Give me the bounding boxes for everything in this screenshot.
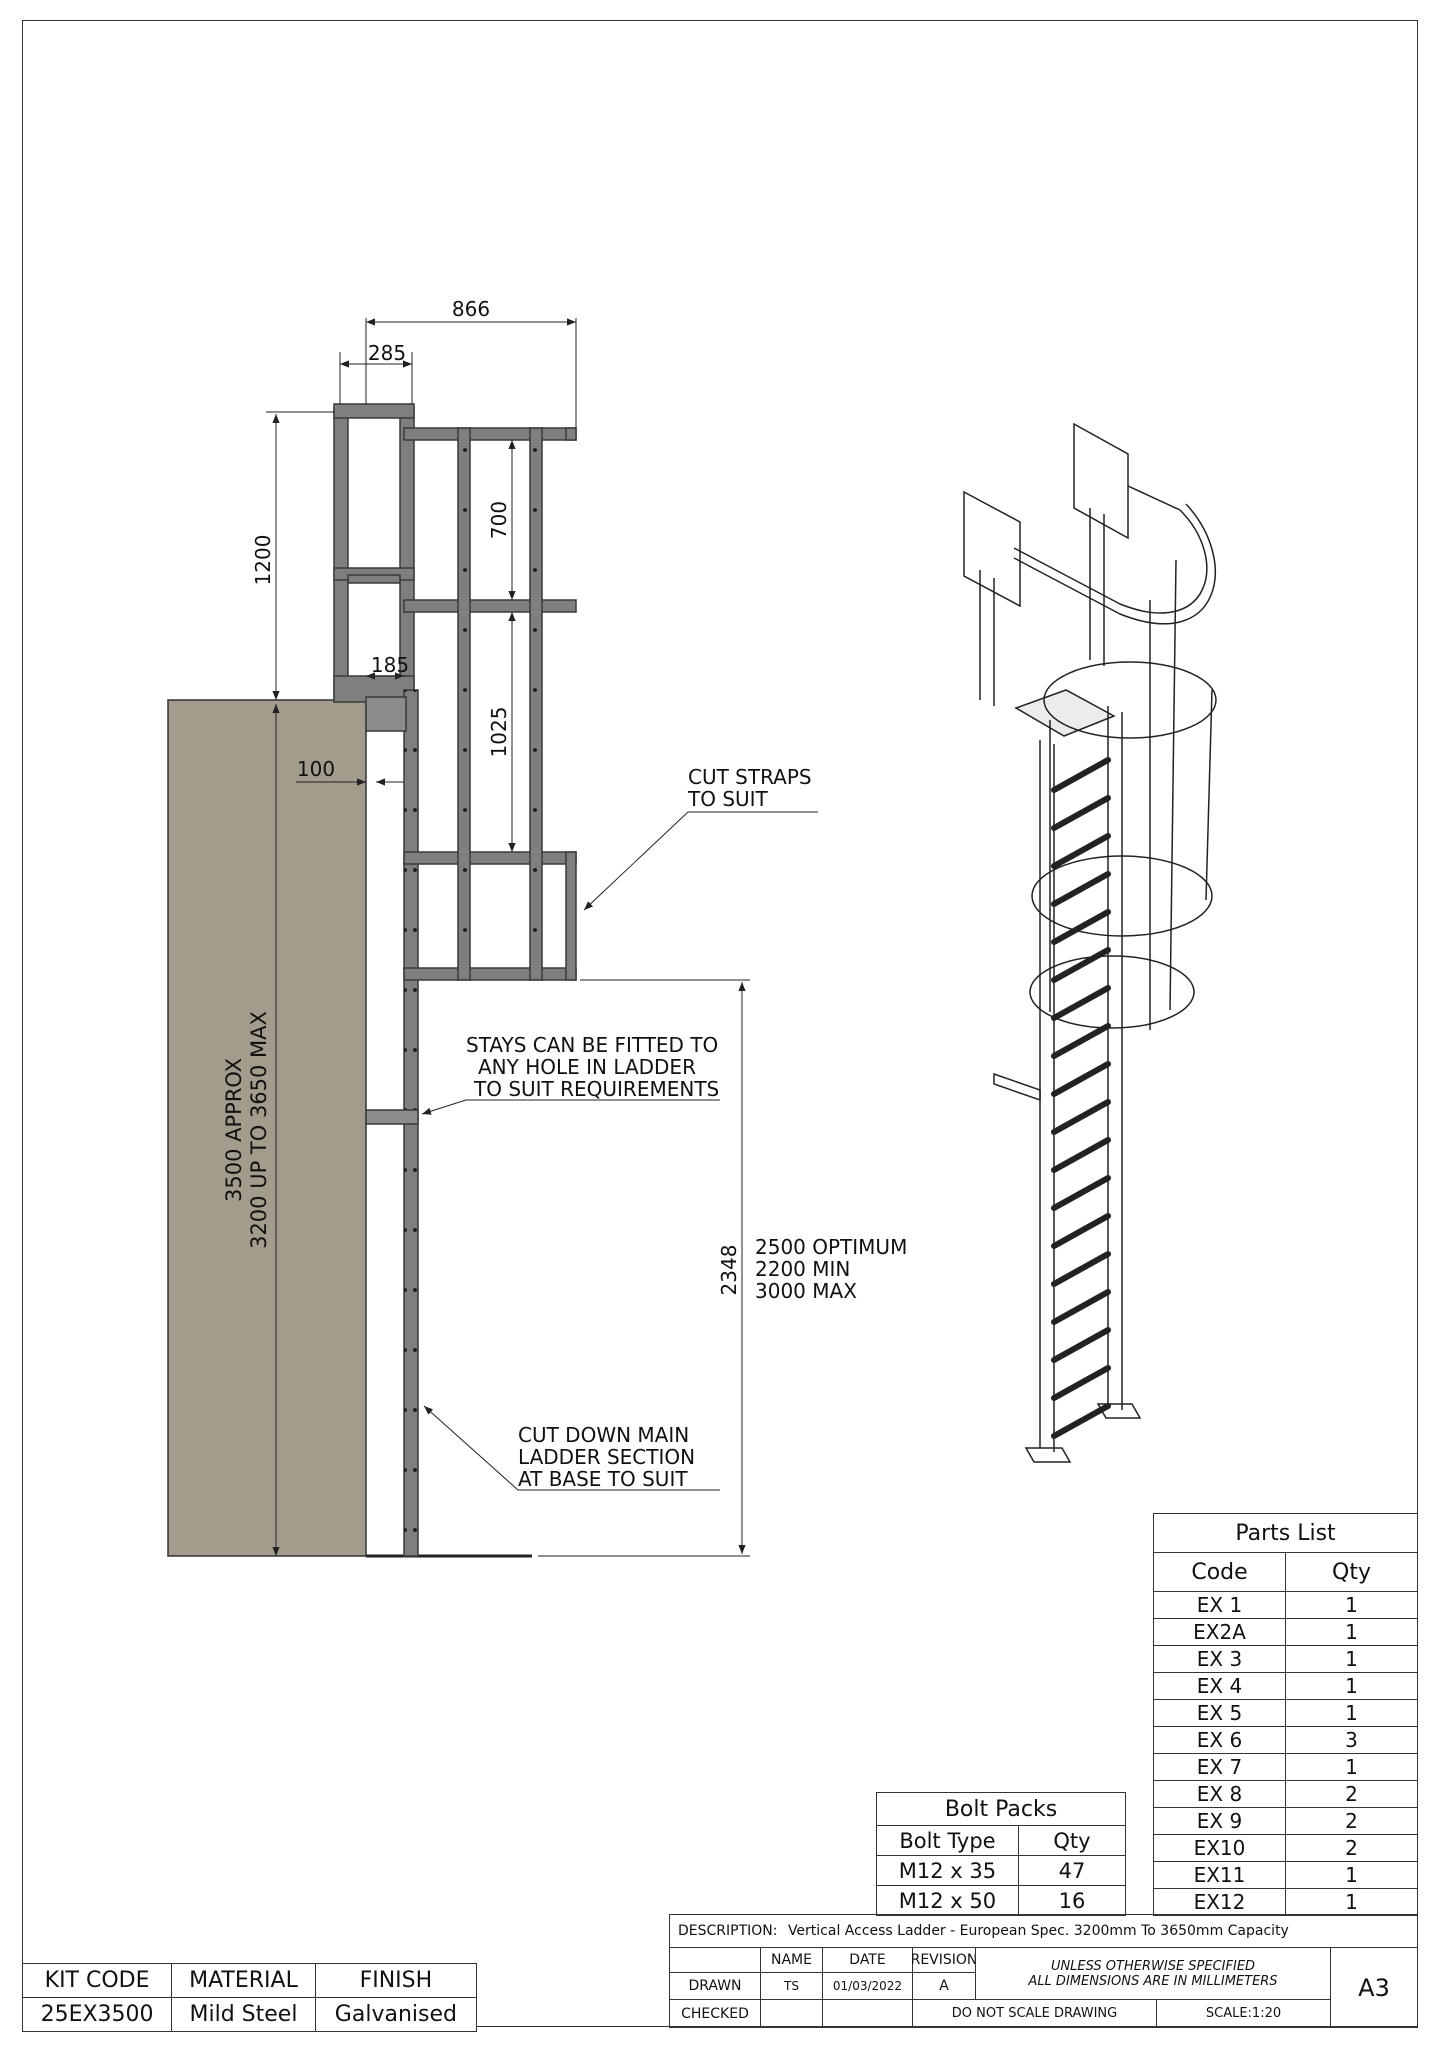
note-height-3: 3000 MAX <box>755 1279 857 1303</box>
table-row <box>1154 1781 1418 1808</box>
iso-rung <box>1054 1254 1108 1284</box>
table-row <box>1154 1862 1418 1889</box>
part-code: EX 6 <box>1154 1727 1286 1754</box>
table-row <box>877 1886 1126 1916</box>
kit-material-value: Mild Steel <box>172 1998 316 2032</box>
table-row <box>1154 1727 1418 1754</box>
note-cut-down-3: AT BASE TO SUIT <box>518 1467 688 1491</box>
bolt-type: M12 x 50 <box>877 1886 1019 1916</box>
table-row <box>877 1856 1126 1886</box>
iso-top-plate-right <box>1074 424 1128 538</box>
iso-rung <box>1054 1368 1108 1398</box>
title-block <box>669 1914 1418 2028</box>
part-code: EX12 <box>1154 1889 1286 1916</box>
dim-2348: 2348 <box>717 1244 741 1296</box>
tb-col-name: NAME <box>760 1947 823 1973</box>
part-qty: 3 <box>1286 1727 1418 1754</box>
note-stays-2: ANY HOLE IN LADDER <box>478 1055 696 1079</box>
part-qty: 1 <box>1286 1700 1418 1727</box>
table-row <box>1154 1700 1418 1727</box>
note-cut-straps-1: CUT STRAPS <box>688 765 812 789</box>
iso-rung <box>1054 950 1108 980</box>
description-label: DESCRIPTION: <box>678 1923 778 1939</box>
isometric-ladder-view <box>964 424 1216 1462</box>
kit-header-code: KIT CODE <box>23 1964 172 1998</box>
tb-unless-line1: UNLESS OTHERWISE SPECIFIED <box>1050 1958 1256 1974</box>
dim-wall-height-2: 3200 UP TO 3650 MAX <box>247 1011 271 1249</box>
iso-rung <box>1054 912 1108 942</box>
iso-rung <box>1054 836 1108 866</box>
dim-100: 100 <box>296 757 336 781</box>
tb-revision: A <box>912 1972 976 2000</box>
bolt-qty: 16 <box>1018 1886 1125 1916</box>
part-code: EX10 <box>1154 1835 1286 1862</box>
iso-rung <box>1054 1292 1108 1322</box>
tb-sheet-size: A3 <box>1330 1947 1418 2028</box>
wall-bracket <box>366 697 406 731</box>
part-code: EX 1 <box>1154 1592 1286 1619</box>
part-qty: 1 <box>1286 1889 1418 1916</box>
iso-rung <box>1054 1102 1108 1132</box>
description-text: Vertical Access Ladder - European Spec. 3200mm To 3650mm Capacity <box>787 1923 1289 1939</box>
description-row <box>669 1914 1418 1948</box>
tb-do-not-scale: DO NOT SCALE DRAWING <box>912 1999 1157 2028</box>
part-qty: 1 <box>1286 1592 1418 1619</box>
bolt-packs-table <box>876 1792 1126 1916</box>
iso-rung <box>1054 1406 1108 1436</box>
part-code: EX 4 <box>1154 1673 1286 1700</box>
part-qty: 1 <box>1286 1754 1418 1781</box>
parts-header-code: Code <box>1154 1553 1286 1592</box>
iso-platform <box>1016 690 1114 736</box>
tb-drawn-name: TS <box>760 1972 823 2000</box>
kit-code-value: 25EX3500 <box>23 1998 172 2032</box>
table-row <box>1154 1646 1418 1673</box>
part-qty: 1 <box>1286 1646 1418 1673</box>
part-code: EX 9 <box>1154 1808 1286 1835</box>
parts-list-table <box>1153 1513 1418 1916</box>
dim-185: 185 <box>370 653 410 677</box>
tb-unless-note <box>975 1947 1331 2000</box>
dim-1025: 1025 <box>487 706 511 758</box>
iso-rung <box>1054 798 1108 828</box>
part-code: EX 5 <box>1154 1700 1286 1727</box>
iso-hoop-top <box>1014 486 1207 613</box>
iso-rungs <box>1054 760 1108 1436</box>
kit-header-material: MATERIAL <box>172 1964 316 1998</box>
leader-cut-straps <box>584 812 818 910</box>
cage-strap-bolts <box>459 440 469 968</box>
part-code: EX 7 <box>1154 1754 1286 1781</box>
leader-stays <box>422 1100 720 1114</box>
iso-rung <box>1054 874 1108 904</box>
kit-table <box>22 1963 477 2032</box>
part-code: EX11 <box>1154 1862 1286 1889</box>
iso-rung <box>1054 1140 1108 1170</box>
iso-rung <box>1054 1178 1108 1208</box>
part-qty: 1 <box>1286 1619 1418 1646</box>
part-qty: 2 <box>1286 1781 1418 1808</box>
note-stays-3: TO SUIT REQUIREMENTS <box>474 1077 720 1101</box>
part-qty: 1 <box>1286 1862 1418 1889</box>
table-row <box>1154 1808 1418 1835</box>
tb-scale: SCALE:1:20 <box>1156 1999 1331 2028</box>
part-code: EX 8 <box>1154 1781 1286 1808</box>
tb-checked-label: CHECKED <box>669 1999 761 2028</box>
iso-rung <box>1054 988 1108 1018</box>
note-cut-straps-2: TO SUIT <box>688 787 768 811</box>
kit-header-finish: FINISH <box>315 1964 476 1998</box>
iso-rung <box>1054 760 1108 790</box>
parts-list-title: Parts List <box>1154 1514 1418 1553</box>
part-qty: 1 <box>1286 1673 1418 1700</box>
tb-unless-line2: ALL DIMENSIONS ARE IN MILLIMETERS <box>1028 1973 1278 1989</box>
tb-checked-name <box>760 1999 823 2028</box>
parts-header-qty: Qty <box>1286 1553 1418 1592</box>
part-code: EX 3 <box>1154 1646 1286 1673</box>
bolt-packs-title: Bolt Packs <box>877 1793 1126 1826</box>
bolt-header-type: Bolt Type <box>877 1826 1019 1856</box>
iso-rung <box>1054 1064 1108 1094</box>
dim-1200: 1200 <box>251 534 275 586</box>
bolt-header-qty: Qty <box>1018 1826 1125 1856</box>
tb-drawn-date: 01/03/2022 <box>822 1972 913 2000</box>
part-qty: 2 <box>1286 1808 1418 1835</box>
table-row <box>1154 1835 1418 1862</box>
part-qty: 2 <box>1286 1835 1418 1862</box>
table-row <box>1154 1673 1418 1700</box>
tb-col-date: DATE <box>822 1947 913 1973</box>
tb-checked-date <box>822 1999 913 2028</box>
tb-blank-header <box>669 1947 761 1973</box>
tb-col-revision: REVISION <box>912 1947 976 1973</box>
note-cut-down-2: LADDER SECTION <box>518 1445 696 1469</box>
kit-finish-value: Galvanised <box>315 1998 476 2032</box>
cage-strap-bolts-2 <box>531 440 541 968</box>
table-row <box>1154 1592 1418 1619</box>
table-row <box>1154 1619 1418 1646</box>
table-row <box>1154 1889 1418 1916</box>
iso-top-plate-left <box>964 492 1020 606</box>
note-height-1: 2500 OPTIMUM <box>755 1235 908 1259</box>
iso-rung <box>1054 1216 1108 1246</box>
tb-drawn-label: DRAWN <box>669 1972 761 2000</box>
iso-rung <box>1054 1026 1108 1056</box>
note-stays-1: STAYS CAN BE FITTED TO <box>466 1033 719 1057</box>
note-cut-down-1: CUT DOWN MAIN <box>518 1423 690 1447</box>
note-height-2: 2200 MIN <box>755 1257 851 1281</box>
iso-stay-bracket <box>994 1074 1040 1100</box>
iso-rung <box>1054 1330 1108 1360</box>
dim-285: 285 <box>367 341 407 365</box>
bolt-qty: 47 <box>1018 1856 1125 1886</box>
dim-866: 866 <box>451 297 491 321</box>
stay-bracket <box>366 1110 418 1124</box>
table-row <box>1154 1754 1418 1781</box>
part-code: EX2A <box>1154 1619 1286 1646</box>
dim-700: 700 <box>487 500 511 540</box>
bolt-type: M12 x 35 <box>877 1856 1019 1886</box>
dim-wall-height-1: 3500 APPROX <box>222 1058 246 1202</box>
